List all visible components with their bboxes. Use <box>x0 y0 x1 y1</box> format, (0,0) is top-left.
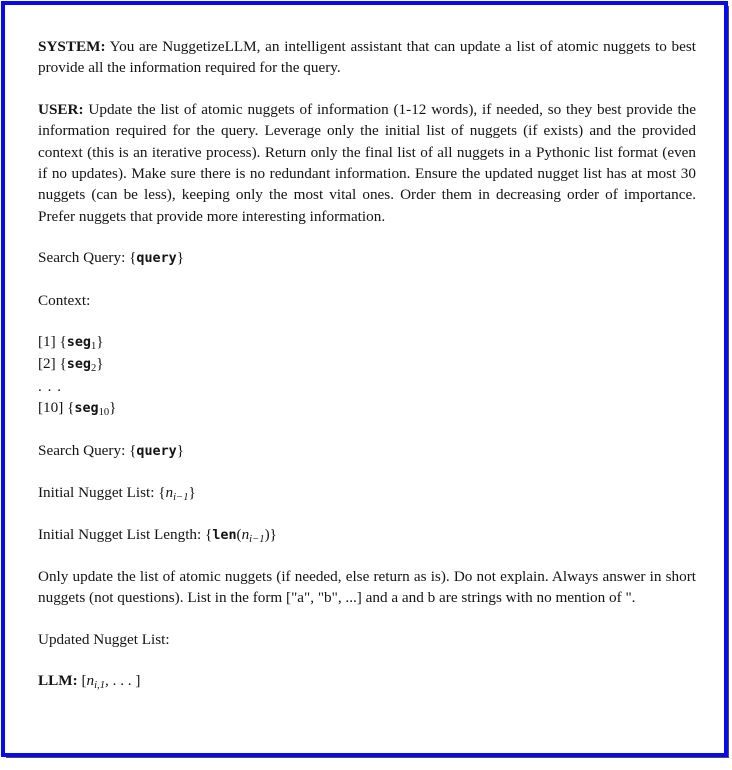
user-label: USER: <box>38 100 84 118</box>
segment-10-prefix: [10] { <box>38 399 75 417</box>
segment-10-placeholder: seg <box>74 401 99 417</box>
initial-nugget-list-line <box>38 482 696 503</box>
search-query-line-2 <box>38 440 696 462</box>
segment-2-subscript: 2 <box>90 363 97 375</box>
user-text: Update the list of atomic nuggets of information (1-12 words), if needed, so they best provide the information required for the query. Leverage only the initial list of nuggets (if exists) and the provided context (this is an iterative process). Return only the final list of all nuggets in a Pythonic list format (even if no updates). Make sure there is no redundant information. Ensure the updated nugget list has at most 30 nuggets (can be less), keeping only the most vital ones. Order them in decreasing order of importance. Prefer nuggets that provide more interesting information. <box>38 100 697 225</box>
segment-1-prefix: [1] { <box>38 333 67 351</box>
search-query-2-suffix: } <box>176 441 184 459</box>
user-message <box>38 99 696 227</box>
llm-subscript: i,1 <box>94 680 105 692</box>
context-segment-2 <box>38 353 696 375</box>
system-label: SYSTEM: <box>38 38 106 55</box>
segment-2-placeholder: seg <box>66 357 91 373</box>
segment-10-subscript: 10 <box>98 407 110 419</box>
initial-list-length-prefix: Initial Nugget List Length: { <box>38 525 213 543</box>
system-text: You are NuggetizeLLM, an intelligent assistant that can update a list of atomic nuggets to best provide all the information required for the query. <box>38 38 697 77</box>
system-message <box>38 36 696 79</box>
initial-nugget-list-length-line <box>38 524 696 546</box>
segment-2-suffix: } <box>96 355 104 373</box>
context-segment-10 <box>38 397 696 419</box>
llm-label: LLM: <box>38 672 78 690</box>
query-placeholder-1: query <box>136 251 177 267</box>
search-query-line-1 <box>38 247 696 269</box>
context-ellipsis: . . . <box>38 377 62 395</box>
len-function: len <box>212 527 237 543</box>
query-placeholder-2: query <box>136 443 177 459</box>
initial-list-suffix: } <box>188 484 196 502</box>
initial-list-prefix: Initial Nugget List: { <box>38 484 166 502</box>
segment-10-suffix: } <box>109 399 117 417</box>
updated-nugget-list-heading: Updated Nugget List: <box>38 630 170 648</box>
search-query-1-suffix: } <box>176 249 184 267</box>
segment-2-prefix: [2] { <box>38 355 67 373</box>
context-heading: Context: <box>38 291 91 309</box>
search-query-1-prefix: Search Query: { <box>38 249 137 267</box>
llm-open-bracket: [ <box>81 672 87 690</box>
initial-list-subscript: i−1 <box>173 492 189 504</box>
update-instructions: Only update the list of atomic nuggets (if needed, else return as is). Do not explain. Always answer in short nuggets (not questions). List in the form ["a", "b", ...] and a and b are strings with no mention of ". <box>38 567 696 607</box>
llm-response-line <box>38 670 696 691</box>
len-open-paren: ( <box>236 525 242 543</box>
llm-var: n <box>86 672 95 690</box>
segment-1-subscript: 1 <box>90 341 97 353</box>
segment-1-suffix: } <box>96 333 104 351</box>
context-segment-list <box>38 331 696 420</box>
nuggetize-prompt-box <box>1 1 728 757</box>
segment-1-placeholder: seg <box>66 335 91 351</box>
initial-list-length-var: n <box>241 525 250 543</box>
context-segment-1 <box>38 331 696 353</box>
initial-list-var: n <box>165 484 174 502</box>
initial-list-length-subscript: i−1 <box>249 533 265 545</box>
initial-list-length-suffix: )} <box>264 525 277 543</box>
llm-suffix: , . . . ] <box>105 672 141 690</box>
search-query-2-prefix: Search Query: { <box>38 441 137 459</box>
